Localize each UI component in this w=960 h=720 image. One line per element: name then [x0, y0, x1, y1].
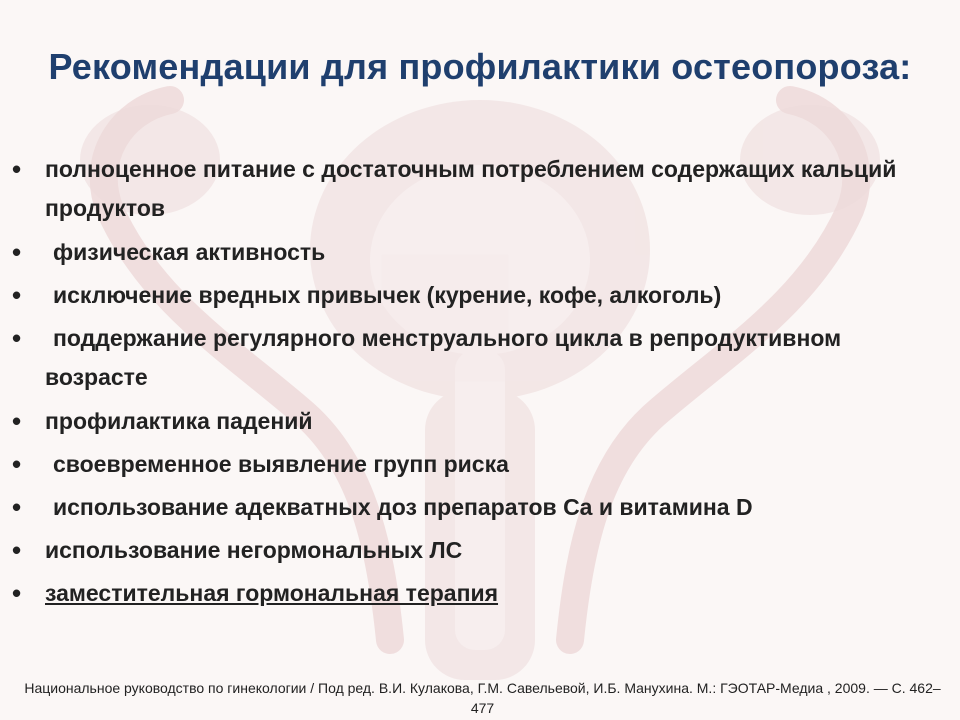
list-item [12, 445, 932, 483]
list-item [12, 276, 932, 314]
list-item [12, 574, 932, 612]
bullet-icon: • [12, 492, 22, 522]
slide-title: Рекомендации для профилактики остеопороза: [48, 46, 912, 87]
bullet-icon: • [12, 449, 22, 479]
list-item-text: использование адекватных доз препаратов Ca и витамина D [53, 494, 753, 520]
bullet-icon: • [12, 237, 22, 267]
bullet-icon: • [12, 406, 22, 436]
list-item [12, 531, 932, 569]
list-item-text: исключение вредных привычек (курение, кофе, алкоголь) [53, 282, 722, 308]
list-item [12, 488, 932, 526]
list-item [12, 319, 932, 397]
list-item [12, 233, 932, 271]
bullet-icon: • [12, 154, 22, 184]
source-citation: Национальное руководство по гинекологии / Под ред. В.И. Кулакова, Г.М. Савельевой, И.Б. Манухина. М.: ГЭОТАР-Медиа , 2009. — С. 462–477 [24, 680, 941, 716]
recommendations-list [12, 150, 932, 617]
list-item-text: поддержание регулярного менструального цикла в репродуктивном возрасте [45, 325, 842, 390]
bullet-icon: • [12, 280, 22, 310]
list-item-text: физическая активность [53, 239, 326, 265]
list-item-text: своевременное выявление групп риска [53, 451, 509, 477]
list-item-text: использование негормональных ЛС [45, 537, 463, 563]
list-item [12, 150, 932, 228]
bullet-icon: • [12, 323, 22, 353]
bullet-icon: • [12, 578, 22, 608]
list-item-text-underlined: заместительная гормональная терапия [45, 580, 499, 606]
list-item-text: полноценное питание с достаточным потреблением содержащих кальций продуктов [45, 156, 897, 221]
bullet-icon: • [12, 535, 22, 565]
list-item-text: профилактика падений [45, 408, 313, 434]
list-item [12, 402, 932, 440]
